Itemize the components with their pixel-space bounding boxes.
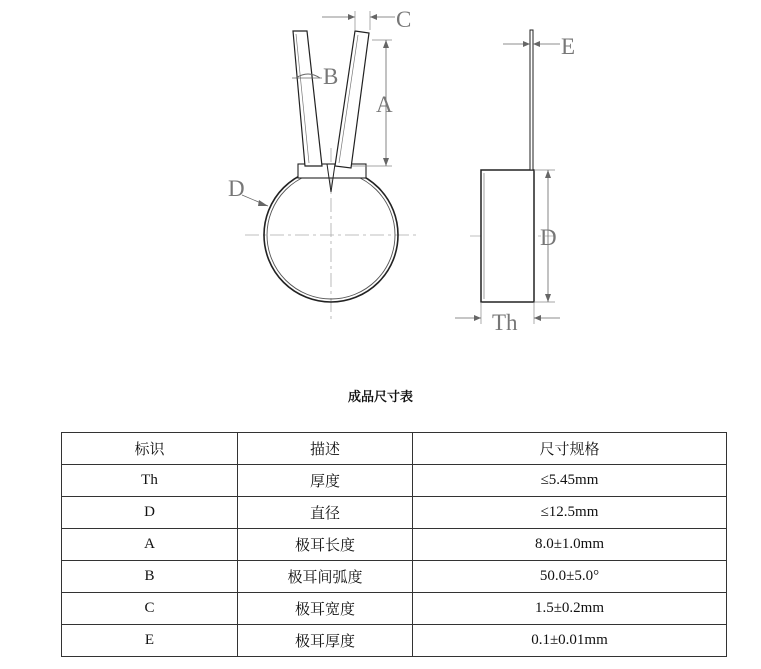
table-row [62,529,727,561]
dim-a-arrow-top [383,40,389,48]
label-a: A [376,92,393,117]
cell-spec: 50.0±5.0° [413,561,727,593]
dim-c-arrow-right [370,14,377,20]
cell-description: 极耳长度 [238,529,413,561]
dim-d-arrow-bottom [545,294,551,302]
dim-th-arrow-right [534,315,541,321]
table-row [62,465,727,497]
right-tab [335,31,369,168]
header-mark: 标识 [62,433,238,465]
table-row [62,593,727,625]
dim-e-arrow-left [523,41,530,47]
cell-description: 极耳间弧度 [238,561,413,593]
side-view [455,30,575,335]
table-title: 成品尺寸表 [347,390,413,405]
cell-spec: ≤5.45mm [413,465,727,497]
cell-spec: 0.1±0.01mm [413,625,727,657]
front-view [228,7,420,322]
cell-spec: ≤12.5mm [413,497,727,529]
label-th: Th [492,310,518,335]
label-d-front: D [228,176,245,201]
label-e: E [561,34,576,59]
dim-c-arrow-left [348,14,355,20]
cell-mark: Th [62,465,238,497]
cell-description: 直径 [238,497,413,529]
cell-mark: E [62,625,238,657]
cell-description: 极耳宽度 [238,593,413,625]
cell-mark: D [62,497,238,529]
dim-a-arrow-bottom [383,158,389,166]
dim-e-arrow-right [533,41,540,47]
header-description: 描述 [238,433,413,465]
cell-description: 极耳厚度 [238,625,413,657]
label-d-side: D [540,225,557,250]
dim-d-arrow-top [545,170,551,178]
header-spec: 尺寸规格 [413,433,727,465]
cell-description: 厚度 [238,465,413,497]
cell-mark: A [62,529,238,561]
dimension-table [61,432,727,657]
table-row [62,497,727,529]
label-c: C [396,7,412,32]
table-row [62,625,727,657]
dim-d-arrow-front [258,200,268,206]
cell-spec: 1.5±0.2mm [413,593,727,625]
table-row [62,561,727,593]
side-body [481,170,534,302]
label-b: B [323,64,339,89]
side-tab [530,30,533,170]
cell-mark: B [62,561,238,593]
cell-spec: 8.0±1.0mm [413,529,727,561]
cell-mark: C [62,593,238,625]
table-header-row [62,433,727,465]
dim-th-arrow-left [474,315,481,321]
